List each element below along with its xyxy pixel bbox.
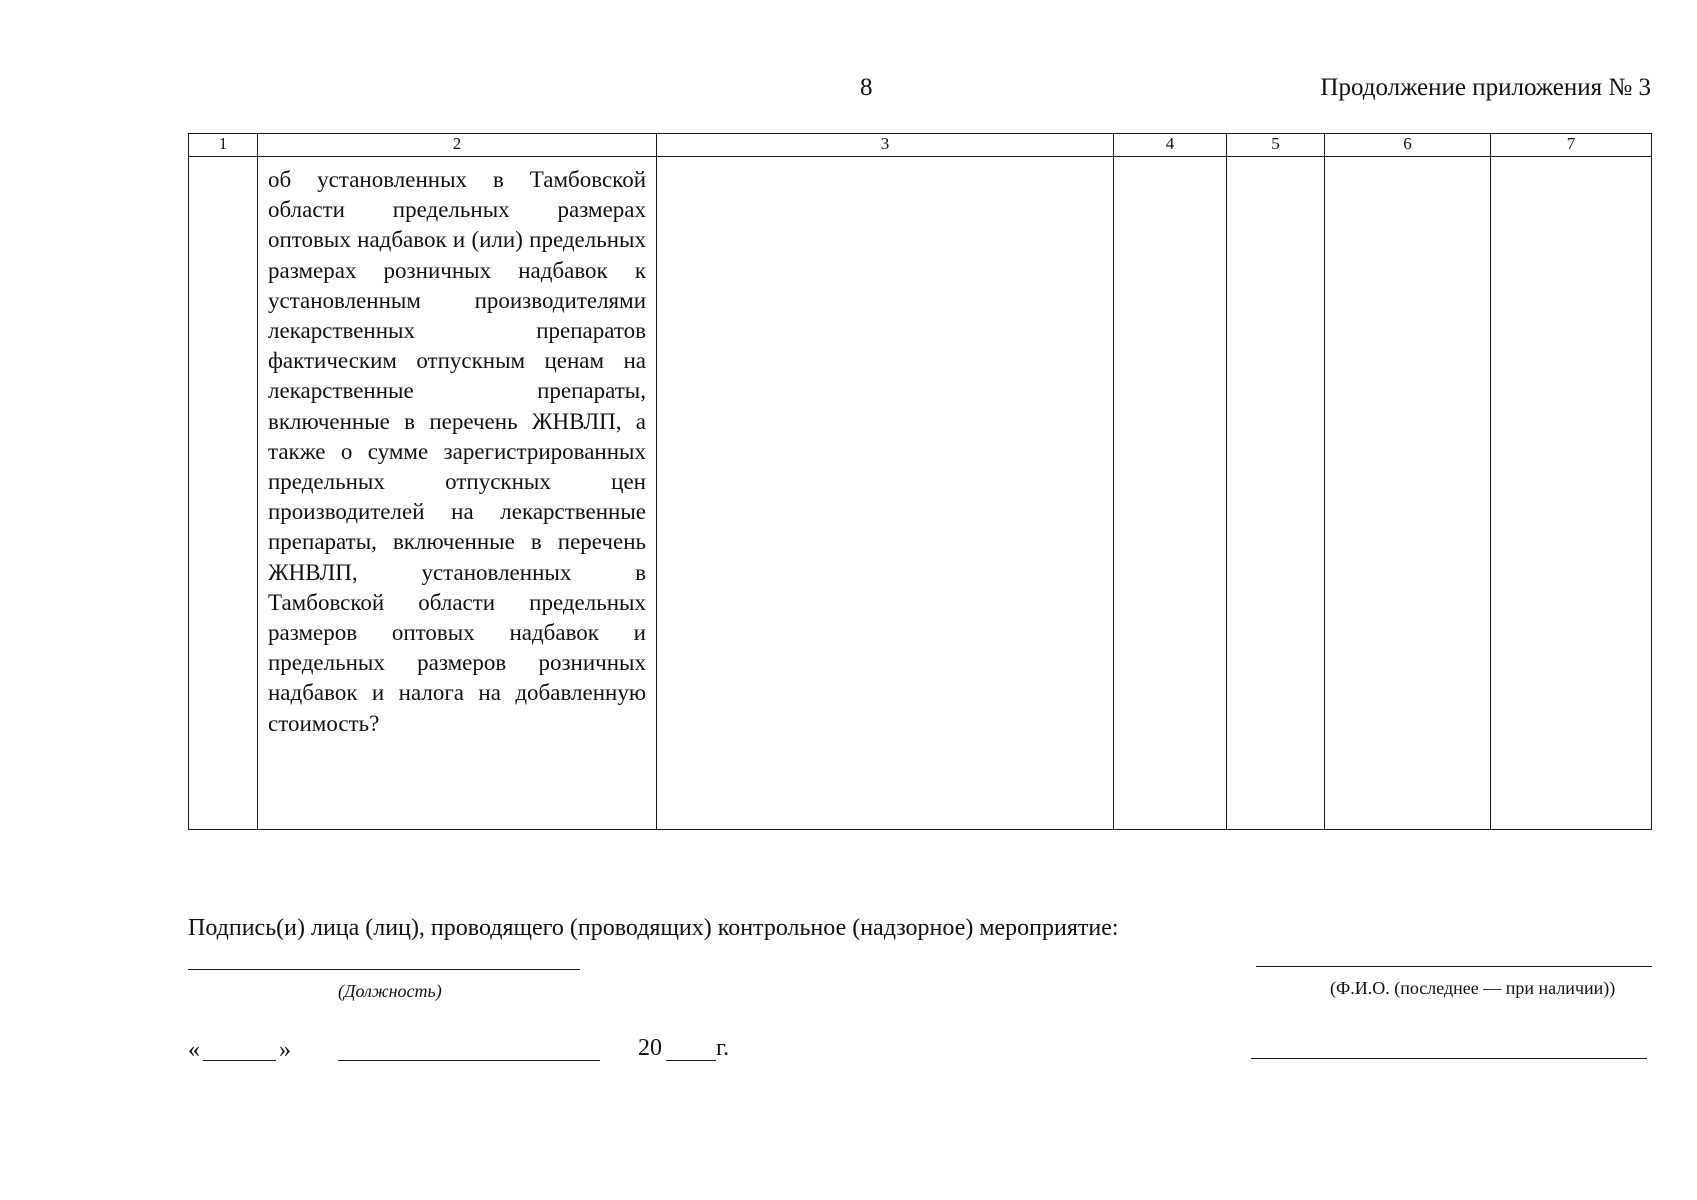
position-signature-line	[188, 969, 580, 970]
table-header-row	[189, 134, 1652, 157]
date-day-line	[203, 1060, 276, 1061]
question-text-cell: об установленных в Тамбовской области предельных размерах оптовых надбавок и (или) предельных размерах розничных надбавок к установленным производителями лекарственных препаратов фактическим отпускным ценам на лекарственные препараты, включенные в перечень ЖНВЛП, а также о сумме зарегистрированных предельных отпускных цен производителей на лекарственные препараты, включенные в перечень ЖНВЛП, установленных в Тамбовской области предельных размеров оптовых надбавок и предельных размеров розничных надбавок и налога на добавленную стоимость?	[258, 157, 657, 830]
name-signature-line	[1256, 966, 1652, 967]
date-year-line	[666, 1060, 716, 1061]
appendix-note: Продолжение приложения № 3	[1320, 74, 1651, 101]
column-header-2: 2	[258, 134, 657, 157]
table-cell-col3	[657, 157, 1114, 830]
table-cell-col4	[1114, 157, 1227, 830]
column-header-6: 6	[1325, 134, 1491, 157]
date-close-quote: »	[279, 1037, 291, 1063]
position-caption: (Должность)	[338, 981, 442, 1001]
date-year-suffix: г.	[716, 1035, 730, 1061]
table-row	[189, 157, 1652, 830]
date-open-quote: «	[188, 1037, 200, 1063]
table-cell-col1	[189, 157, 258, 830]
date-signature-line	[1251, 1058, 1647, 1059]
column-header-3: 3	[657, 134, 1114, 157]
name-caption: (Ф.И.О. (последнее — при наличии))	[1330, 978, 1616, 998]
signature-heading: Подпись(и) лица (лиц), проводящего (проводящих) контрольное (надзорное) мероприятие:	[188, 915, 1119, 941]
column-header-7: 7	[1491, 134, 1652, 157]
table-cell-col7	[1491, 157, 1652, 830]
inspection-table	[188, 133, 1652, 830]
date-month-line	[338, 1060, 600, 1061]
column-header-1: 1	[189, 134, 258, 157]
column-header-4: 4	[1114, 134, 1227, 157]
date-year-prefix: 20	[638, 1035, 662, 1061]
table-cell-col6	[1325, 157, 1491, 830]
page-number: 8	[860, 74, 873, 101]
table-cell-col5	[1227, 157, 1325, 830]
column-header-5: 5	[1227, 134, 1325, 157]
